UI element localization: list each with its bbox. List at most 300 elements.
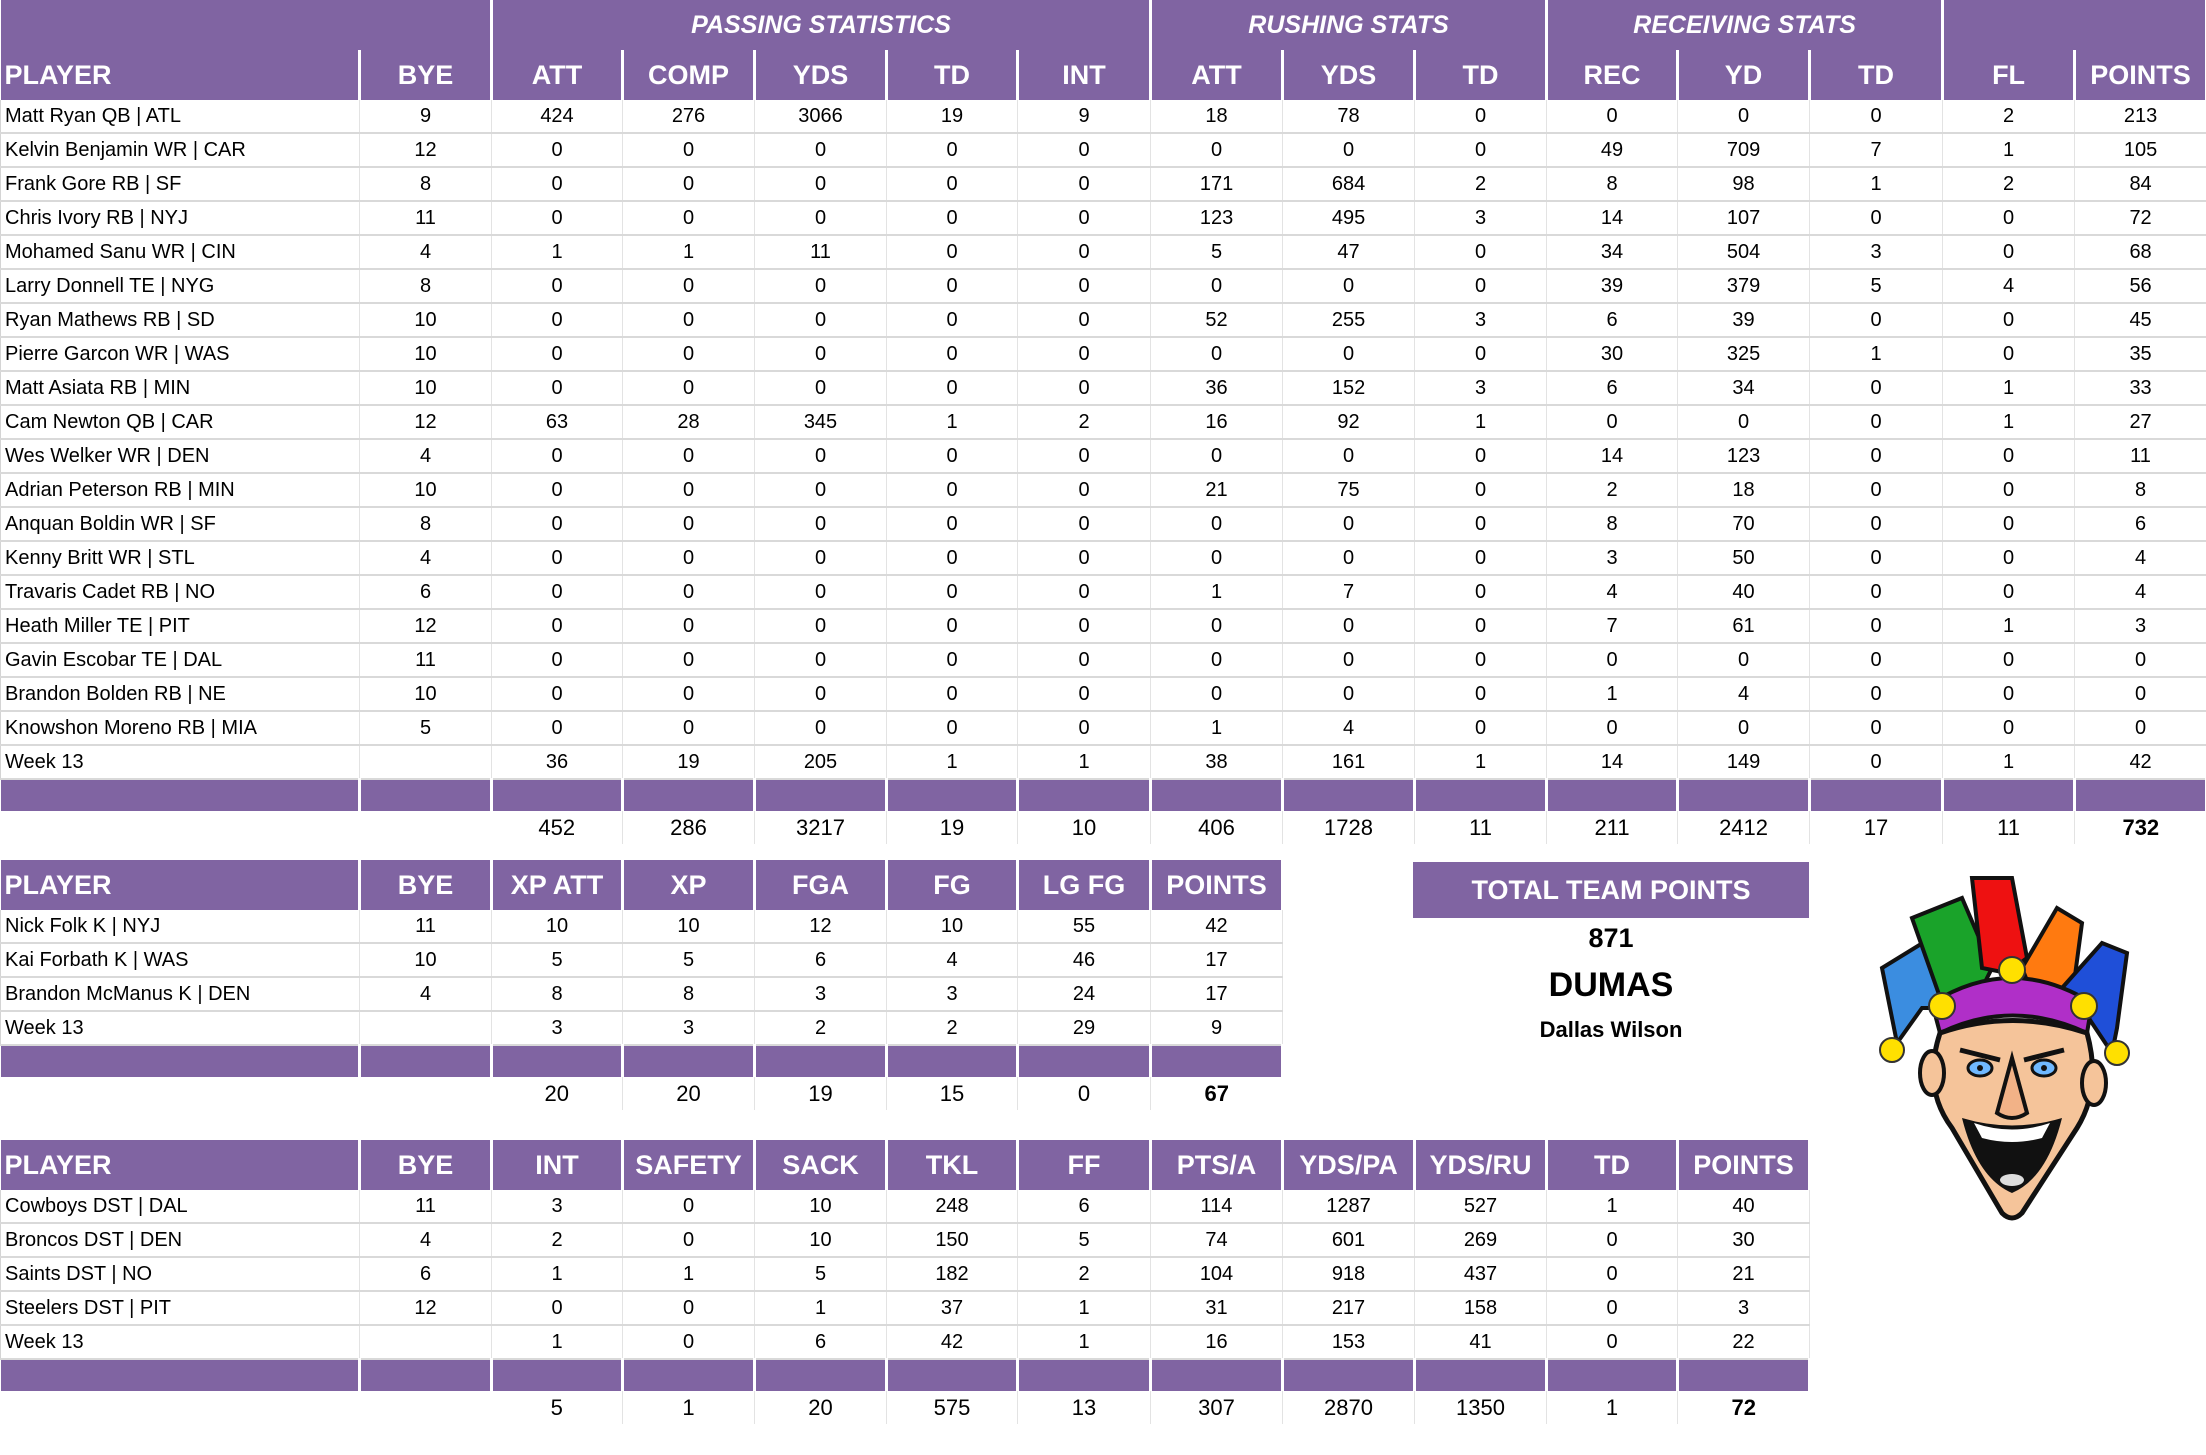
stat-comp: 0 — [623, 643, 755, 677]
stat-rec: 49 — [1547, 133, 1678, 167]
stat-bye: 12 — [360, 1291, 492, 1325]
stat-td: 3 — [1415, 201, 1547, 235]
stat-td: 3 — [1810, 235, 1943, 269]
stat-rec: 4 — [1547, 575, 1678, 609]
stat-td: 1 — [1810, 337, 1943, 371]
stat-att: 0 — [492, 677, 623, 711]
stat-yd: 18 — [1678, 473, 1810, 507]
stat-yds: 0 — [755, 609, 887, 643]
stat-points: 21 — [1678, 1257, 1810, 1291]
stat-points: 105 — [2075, 133, 2206, 167]
stat-td: 1 — [1810, 167, 1943, 201]
stat-rec: 0 — [1547, 405, 1678, 439]
divider-cell — [755, 1045, 887, 1077]
stat-int: 1 — [1018, 745, 1151, 779]
column-header-td: TD — [1415, 50, 1547, 100]
stat-td: 0 — [1415, 541, 1547, 575]
total-points: 732 — [2122, 814, 2160, 840]
column-header-yds-pa: YDS/PA — [1283, 1140, 1415, 1190]
stat-yds: 0 — [1283, 337, 1415, 371]
stat-comp: 0 — [623, 133, 755, 167]
stat-rec: 7 — [1547, 609, 1678, 643]
stat-td: 0 — [1415, 337, 1547, 371]
stat-rec: 30 — [1547, 337, 1678, 371]
player-name: Wes Welker WR | DEN — [1, 439, 360, 473]
column-header-comp: COMP — [623, 50, 755, 100]
stat-bye: 4 — [360, 541, 492, 575]
stat-int: 9 — [1018, 100, 1151, 133]
stat-fl: 0 — [1943, 303, 2075, 337]
stat-int: 0 — [1018, 677, 1151, 711]
stat-comp: 0 — [623, 167, 755, 201]
stat-comp: 276 — [623, 100, 755, 133]
player-name: Kelvin Benjamin WR | CAR — [1, 133, 360, 167]
stat-int: 0 — [1018, 269, 1151, 303]
player-name: Nick Folk K | NYJ — [1, 910, 360, 943]
stat-att: 0 — [1151, 269, 1283, 303]
stat-fl: 0 — [1943, 575, 2075, 609]
player-name: Week 13 — [1, 1325, 360, 1359]
player-row — [1, 167, 2206, 201]
stat-td: 0 — [1810, 405, 1943, 439]
stat-fl: 0 — [1943, 473, 2075, 507]
stat-pts-a: 114 — [1151, 1190, 1283, 1223]
divider-cell — [1678, 1359, 1810, 1391]
stat-xp: 5 — [623, 943, 755, 977]
stat-bye — [360, 1011, 492, 1045]
stat-int: 2 — [1018, 405, 1151, 439]
stat-safety: 0 — [623, 1291, 755, 1325]
stat-xp-att: 5 — [492, 943, 623, 977]
total-td: 1 — [1547, 1391, 1678, 1424]
stat-xp-att: 8 — [492, 977, 623, 1011]
divider-cell — [1547, 779, 1678, 811]
defense-stats-table — [0, 1140, 1811, 1424]
stat-td: 3 — [1415, 371, 1547, 405]
group-header-misc — [1943, 0, 2206, 50]
stat-td: 0 — [1810, 745, 1943, 779]
stat-rec: 34 — [1547, 235, 1678, 269]
player-name: Larry Donnell TE | NYG — [1, 269, 360, 303]
stat-yds-ru: 527 — [1415, 1190, 1547, 1223]
total-fg: 15 — [887, 1077, 1018, 1110]
stat-td: 0 — [1415, 677, 1547, 711]
stat-att: 1 — [492, 235, 623, 269]
stat-yds: 11 — [755, 235, 887, 269]
total-ff: 13 — [1018, 1391, 1151, 1424]
total-safety: 1 — [623, 1391, 755, 1424]
stat-int: 0 — [492, 1291, 623, 1325]
stat-fga: 3 — [755, 977, 887, 1011]
stat-rec: 14 — [1547, 745, 1678, 779]
total-yd: 2412 — [1678, 811, 1810, 844]
stat-points: 8 — [2075, 473, 2206, 507]
stat-fl: 0 — [1943, 677, 2075, 711]
player-row — [1, 133, 2206, 167]
stat-yds-ru: 437 — [1415, 1257, 1547, 1291]
player-name: Knowshon Moreno RB | MIA — [1, 711, 360, 745]
stat-td: 2 — [1415, 167, 1547, 201]
stat-safety: 0 — [623, 1325, 755, 1359]
player-row — [1, 1257, 1810, 1291]
player-row — [1, 977, 1283, 1011]
stat-td: 0 — [1810, 439, 1943, 473]
stat-td: 0 — [887, 541, 1018, 575]
divider-cell — [1, 779, 360, 811]
stat-bye: 9 — [360, 100, 492, 133]
column-header-fga: FGA — [755, 860, 887, 910]
stat-points: 213 — [2075, 100, 2206, 133]
stat-lg-fg: 29 — [1018, 1011, 1151, 1045]
player-row — [1, 1223, 1810, 1257]
jester-mascot-icon — [1862, 858, 2152, 1228]
column-header-player: PLAYER — [1, 50, 360, 100]
group-header-blank — [1, 0, 492, 50]
stat-att: 0 — [1151, 133, 1283, 167]
stat-yds: 0 — [755, 269, 887, 303]
stat-att: 52 — [1151, 303, 1283, 337]
divider-cell — [1, 1359, 360, 1391]
stat-sack: 5 — [755, 1257, 887, 1291]
totals-blank — [1, 1077, 360, 1110]
column-header-tkl: TKL — [887, 1140, 1018, 1190]
stat-fg: 3 — [887, 977, 1018, 1011]
divider-cell — [1283, 1359, 1415, 1391]
stat-yd: 98 — [1678, 167, 1810, 201]
stat-td: 0 — [1810, 100, 1943, 133]
divider-cell — [1018, 1359, 1151, 1391]
stat-att: 0 — [492, 507, 623, 541]
section-divider-bar — [1, 1045, 1283, 1077]
stat-ff: 5 — [1018, 1223, 1151, 1257]
stat-td: 0 — [1810, 711, 1943, 745]
player-row — [1, 910, 1283, 943]
week-total-row — [1, 1011, 1283, 1045]
stat-att: 36 — [492, 745, 623, 779]
stat-rec: 6 — [1547, 303, 1678, 337]
stat-yd: 0 — [1678, 711, 1810, 745]
stat-bye: 12 — [360, 405, 492, 439]
stat-comp: 0 — [623, 677, 755, 711]
stat-yds: 92 — [1283, 405, 1415, 439]
stat-int: 0 — [1018, 337, 1151, 371]
total-fl: 11 — [1943, 811, 2075, 844]
stat-att: 0 — [1151, 643, 1283, 677]
total-yds: 3217 — [755, 811, 887, 844]
stat-yd: 504 — [1678, 235, 1810, 269]
stat-bye: 11 — [360, 643, 492, 677]
stat-bye: 11 — [360, 1190, 492, 1223]
stat-td: 0 — [1415, 269, 1547, 303]
totals-blank — [1, 1391, 360, 1424]
stat-bye: 10 — [360, 337, 492, 371]
player-name: Matt Asiata RB | MIN — [1, 371, 360, 405]
column-header-td: TD — [1810, 50, 1943, 100]
stat-yds: 345 — [755, 405, 887, 439]
total-tkl: 575 — [887, 1391, 1018, 1424]
stat-points: 68 — [2075, 235, 2206, 269]
stat-int: 0 — [1018, 507, 1151, 541]
stat-points: 0 — [2075, 643, 2206, 677]
stat-yd: 34 — [1678, 371, 1810, 405]
stat-yd: 50 — [1678, 541, 1810, 575]
player-name: Week 13 — [1, 1011, 360, 1045]
stat-int: 0 — [1018, 575, 1151, 609]
stat-bye: 4 — [360, 235, 492, 269]
player-row — [1, 1291, 1810, 1325]
stat-bye: 10 — [360, 303, 492, 337]
stat-yds: 0 — [755, 643, 887, 677]
player-row — [1, 371, 2206, 405]
stat-points: 33 — [2075, 371, 2206, 405]
stat-td: 0 — [1547, 1325, 1678, 1359]
stat-yds: 0 — [755, 201, 887, 235]
stat-bye: 6 — [360, 575, 492, 609]
stat-points: 30 — [1678, 1223, 1810, 1257]
stat-att: 0 — [492, 609, 623, 643]
stat-fl: 0 — [1943, 507, 2075, 541]
stat-yds: 0 — [755, 371, 887, 405]
stat-tkl: 150 — [887, 1223, 1018, 1257]
stat-att: 0 — [492, 303, 623, 337]
stat-bye: 10 — [360, 473, 492, 507]
stat-yds: 495 — [1283, 201, 1415, 235]
stat-yd: 0 — [1678, 643, 1810, 677]
stat-td: 0 — [1415, 711, 1547, 745]
stat-yds-ru: 41 — [1415, 1325, 1547, 1359]
stat-safety: 1 — [623, 1257, 755, 1291]
player-name: Cam Newton QB | CAR — [1, 405, 360, 439]
column-header-points: POINTS — [2075, 50, 2206, 100]
stat-yd: 149 — [1678, 745, 1810, 779]
stat-td: 0 — [887, 711, 1018, 745]
stat-comp: 0 — [623, 201, 755, 235]
divider-cell — [887, 1359, 1018, 1391]
week-total-row — [1, 745, 2206, 779]
stat-fl: 0 — [1943, 439, 2075, 473]
player-row — [1, 269, 2206, 303]
stat-lg-fg: 55 — [1018, 910, 1151, 943]
column-header-safety: SAFETY — [623, 1140, 755, 1190]
stat-td: 0 — [887, 677, 1018, 711]
player-row — [1, 575, 2206, 609]
player-name: Week 13 — [1, 745, 360, 779]
player-row — [1, 405, 2206, 439]
divider-cell — [1283, 779, 1415, 811]
stat-td: 0 — [1810, 201, 1943, 235]
column-header-pts-a: PTS/A — [1151, 1140, 1283, 1190]
stat-yd: 4 — [1678, 677, 1810, 711]
total-rec: 211 — [1547, 811, 1678, 844]
column-header-bye: BYE — [360, 860, 492, 910]
column-header-xp: XP — [623, 860, 755, 910]
stat-att: 0 — [492, 439, 623, 473]
stat-points: 0 — [2075, 677, 2206, 711]
totals-blank — [1, 811, 360, 844]
stat-comp: 0 — [623, 507, 755, 541]
stat-ff: 1 — [1018, 1291, 1151, 1325]
stat-int: 0 — [1018, 133, 1151, 167]
player-name: Matt Ryan QB | ATL — [1, 100, 360, 133]
player-name: Cowboys DST | DAL — [1, 1190, 360, 1223]
divider-cell — [360, 1045, 492, 1077]
player-row — [1, 711, 2206, 745]
stat-td: 0 — [1415, 507, 1547, 541]
player-name: Kenny Britt WR | STL — [1, 541, 360, 575]
total-comp: 286 — [623, 811, 755, 844]
stat-bye: 11 — [360, 910, 492, 943]
divider-cell — [492, 1045, 623, 1077]
stat-xp-att: 3 — [492, 1011, 623, 1045]
stat-fl: 1 — [1943, 405, 2075, 439]
stat-points: 42 — [1151, 910, 1283, 943]
team-summary — [1413, 862, 1809, 1043]
stat-points: 3 — [1678, 1291, 1810, 1325]
season-totals-row — [1, 1391, 1810, 1424]
stat-td: 0 — [1415, 609, 1547, 643]
stat-td: 0 — [887, 201, 1018, 235]
stat-att: 0 — [492, 711, 623, 745]
stat-td: 0 — [1810, 643, 1943, 677]
stat-td: 0 — [1415, 439, 1547, 473]
stat-bye: 5 — [360, 711, 492, 745]
stat-att: 0 — [492, 643, 623, 677]
stat-att: 1 — [1151, 711, 1283, 745]
divider-cell — [1415, 779, 1547, 811]
stat-td: 0 — [1810, 575, 1943, 609]
stat-fl: 0 — [1943, 541, 2075, 575]
player-row — [1, 337, 2206, 371]
week-total-row — [1, 1325, 1810, 1359]
stat-yds: 0 — [755, 507, 887, 541]
stat-yds-pa: 918 — [1283, 1257, 1415, 1291]
stat-att: 0 — [1151, 541, 1283, 575]
stat-rec: 2 — [1547, 473, 1678, 507]
stat-bye: 10 — [360, 371, 492, 405]
team-name: DUMAS — [1548, 966, 1674, 1004]
stat-tkl: 182 — [887, 1257, 1018, 1291]
total-pts-a: 307 — [1151, 1391, 1283, 1424]
stat-att: 0 — [492, 269, 623, 303]
stat-td: 0 — [1810, 541, 1943, 575]
stat-points: 0 — [2075, 711, 2206, 745]
total-yds-ru: 1350 — [1415, 1391, 1547, 1424]
stat-bye — [360, 1325, 492, 1359]
column-header-ff: FF — [1018, 1140, 1151, 1190]
stat-xp: 10 — [623, 910, 755, 943]
total-td: 19 — [887, 811, 1018, 844]
stat-td: 0 — [1415, 575, 1547, 609]
stat-points: 6 — [2075, 507, 2206, 541]
stat-fga: 2 — [755, 1011, 887, 1045]
stat-fl: 2 — [1943, 167, 2075, 201]
total-att: 452 — [492, 811, 623, 844]
stat-yds: 0 — [1283, 609, 1415, 643]
stat-fl: 0 — [1943, 235, 2075, 269]
stat-comp: 0 — [623, 473, 755, 507]
player-row — [1, 541, 2206, 575]
total-fga: 19 — [755, 1077, 887, 1110]
column-header-points: POINTS — [1151, 860, 1283, 910]
stat-safety: 0 — [623, 1190, 755, 1223]
stat-rec: 8 — [1547, 507, 1678, 541]
stat-yds: 0 — [1283, 507, 1415, 541]
stat-int: 0 — [1018, 303, 1151, 337]
stat-pts-a: 104 — [1151, 1257, 1283, 1291]
divider-cell — [1943, 779, 2075, 811]
column-header-fl: FL — [1943, 50, 2075, 100]
stat-td: 1 — [887, 745, 1018, 779]
total-team-points-value: 871 — [1588, 923, 1634, 953]
stat-int: 0 — [1018, 439, 1151, 473]
stat-lg-fg: 24 — [1018, 977, 1151, 1011]
stat-yds-pa: 217 — [1283, 1291, 1415, 1325]
stat-int: 0 — [1018, 711, 1151, 745]
stat-td: 0 — [887, 439, 1018, 473]
stat-bye: 6 — [360, 1257, 492, 1291]
stat-yds: 0 — [1283, 541, 1415, 575]
divider-cell — [360, 1359, 492, 1391]
group-header-passing: PASSING STATISTICS — [492, 0, 1151, 50]
stat-yd: 325 — [1678, 337, 1810, 371]
stat-att: 16 — [1151, 405, 1283, 439]
column-header-sack: SACK — [755, 1140, 887, 1190]
stat-att: 0 — [1151, 609, 1283, 643]
stat-att: 0 — [492, 473, 623, 507]
stat-xp-att: 10 — [492, 910, 623, 943]
stat-sack: 10 — [755, 1223, 887, 1257]
stat-yds: 0 — [755, 677, 887, 711]
divider-cell — [887, 1045, 1018, 1077]
total-yds: 1728 — [1283, 811, 1415, 844]
stat-points: 35 — [2075, 337, 2206, 371]
stat-points: 27 — [2075, 405, 2206, 439]
column-header-att: ATT — [492, 50, 623, 100]
player-name: Brandon McManus K | DEN — [1, 977, 360, 1011]
stat-att: 1 — [1151, 575, 1283, 609]
stat-att: 0 — [492, 133, 623, 167]
stat-points: 72 — [2075, 201, 2206, 235]
stat-td: 1 — [1415, 405, 1547, 439]
season-totals-row — [1, 811, 2206, 844]
stat-td: 5 — [1810, 269, 1943, 303]
player-name: Ryan Mathews RB | SD — [1, 303, 360, 337]
stat-int: 2 — [492, 1223, 623, 1257]
player-row — [1, 303, 2206, 337]
stat-td: 1 — [887, 405, 1018, 439]
stat-att: 0 — [492, 541, 623, 575]
player-name: Anquan Boldin WR | SF — [1, 507, 360, 541]
stat-bye: 4 — [360, 1223, 492, 1257]
stat-ff: 6 — [1018, 1190, 1151, 1223]
player-row — [1, 609, 2206, 643]
column-header-xp-att: XP ATT — [492, 860, 623, 910]
stat-yds: 205 — [755, 745, 887, 779]
stat-yd: 709 — [1678, 133, 1810, 167]
stat-bye: 11 — [360, 201, 492, 235]
stat-bye — [360, 745, 492, 779]
stat-int: 1 — [492, 1325, 623, 1359]
total-td: 11 — [1415, 811, 1547, 844]
column-header-td: TD — [1547, 1140, 1678, 1190]
stat-td: 0 — [887, 609, 1018, 643]
stat-yd: 40 — [1678, 575, 1810, 609]
stat-int: 0 — [1018, 201, 1151, 235]
stat-td: 0 — [1415, 473, 1547, 507]
player-name: Heath Miller TE | PIT — [1, 609, 360, 643]
divider-cell — [360, 779, 492, 811]
stat-yds: 161 — [1283, 745, 1415, 779]
